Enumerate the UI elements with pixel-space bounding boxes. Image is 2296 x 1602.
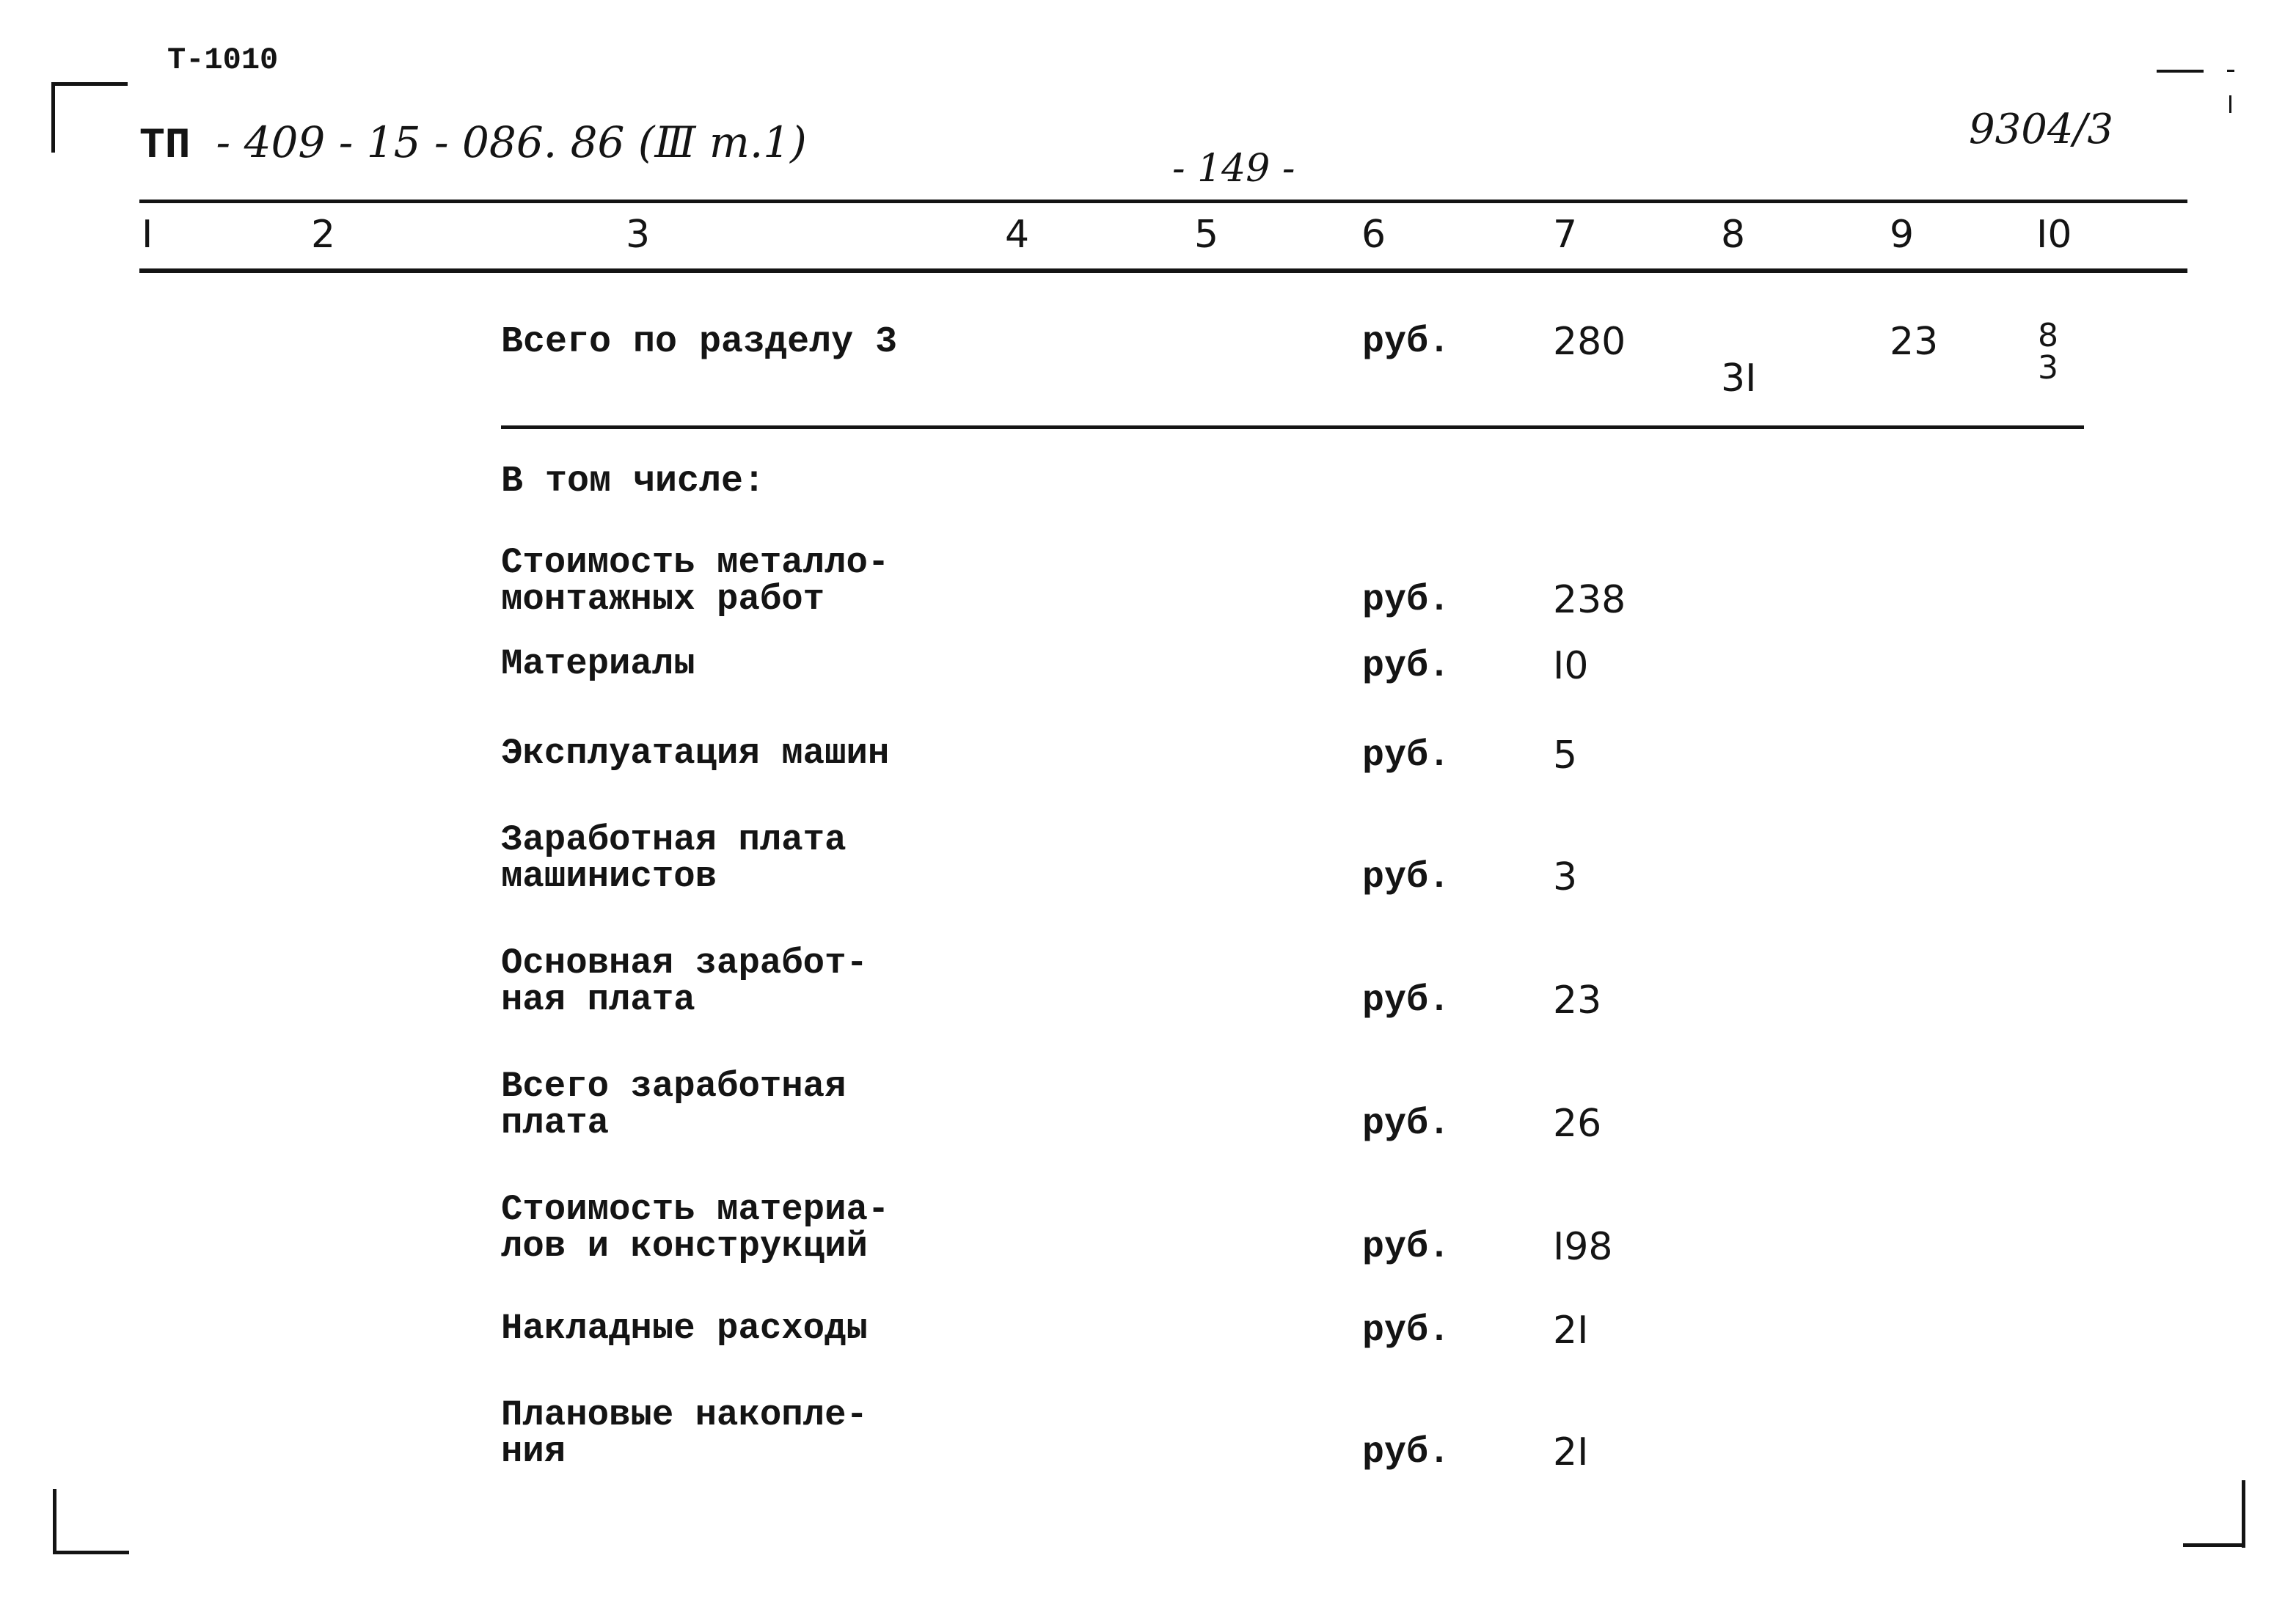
item-value: 23 [1553,979,1602,1023]
column-number-2: 2 [311,213,336,257]
corner-mark-bottom-right-vertical [2242,1480,2245,1548]
corner-mark-bottom-left-horizontal [53,1551,129,1554]
corner-mark-top-right-tick [2227,70,2234,72]
total-separator-rule [501,425,2084,429]
item-value: 3 [1553,855,1578,899]
item-unit: руб. [1362,1310,1451,1352]
corner-mark-top-right-vertical [2229,95,2231,113]
item-unit: руб. [1362,1226,1451,1268]
column-number-5: 5 [1194,213,1219,257]
item-unit: руб. [1362,735,1451,777]
item-label-line-2: машинистов [501,856,717,897]
item-label-line-2: ная плата [501,979,695,1020]
page-number: - 149 - [1172,147,1295,191]
list-item [0,1308,2296,1353]
list-item [0,1189,2296,1269]
column-number-7: 7 [1553,213,1578,257]
item-label-line-2: плата [501,1102,610,1144]
item-label-line-1: Накладные расходы [501,1308,868,1349]
series-prefix: ТП [139,122,191,170]
item-value: 238 [1553,578,1626,622]
total-col10-top: 8 [2038,317,2058,354]
item-label-line-1: Заработная плата [501,819,847,860]
header-rule-bottom [139,268,2187,273]
column-number-1: I [142,213,153,257]
total-unit: руб. [1362,321,1451,363]
list-item [0,542,2296,622]
item-unit: руб. [1362,1432,1451,1474]
corner-mark-top-left-horizontal [51,82,128,86]
item-value: I98 [1553,1225,1613,1269]
item-unit: руб. [1362,579,1451,621]
item-label-line-2: лов и конструкций [501,1226,868,1267]
total-col8: 3I [1721,356,1757,400]
item-label-line-1: Стоимость металло- [501,542,890,583]
item-label-line-1: Эксплуатация машин [501,733,890,774]
header-rule-top [139,200,2187,203]
document-code: Т-1010 [167,43,279,78]
list-item [0,1066,2296,1146]
item-unit: руб. [1362,980,1451,1022]
total-label: Всего по разделу 3 [501,321,898,363]
column-number-6: 6 [1361,213,1386,257]
item-value: I0 [1553,644,1589,688]
item-label-line-1: Основная заработ- [501,943,868,984]
sheet-reference: 9304/3 [1969,106,2114,153]
item-unit: руб. [1362,645,1451,687]
column-number-3: 3 [626,213,651,257]
item-unit: руб. [1362,857,1451,899]
total-col7: 280 [1553,320,1626,364]
corner-mark-top-right-horizontal [2157,70,2204,73]
column-number-9: 9 [1890,213,1915,257]
item-label-line-1: Стоимость материа- [501,1189,890,1230]
column-number-8: 8 [1721,213,1746,257]
item-value: 26 [1553,1102,1602,1146]
item-label-line-1: Плановые накопле- [501,1394,868,1435]
column-number-4: 4 [1005,213,1030,257]
list-item [0,643,2296,688]
item-label-line-2: монтажных работ [501,579,825,620]
item-value: 5 [1553,734,1578,778]
item-label-line-2: ния [501,1431,566,1472]
series-designation [139,117,807,170]
corner-mark-top-left-vertical [51,82,55,153]
item-value: 2I [1553,1309,1589,1353]
column-number-10: I0 [2036,213,2072,257]
corner-mark-bottom-right-horizontal [2183,1543,2245,1547]
item-value: 2I [1553,1430,1589,1474]
list-item [0,943,2296,1023]
total-col10-bottom: 3 [2038,349,2058,387]
item-unit: руб. [1362,1103,1451,1145]
total-col9: 23 [1890,320,1939,364]
series-handwritten: - 409 - 15 - 086. 86 (Ⅲ т.1) [216,117,807,167]
list-item [0,733,2296,778]
corner-mark-bottom-left-vertical [53,1489,56,1554]
item-label-line-1: Материалы [501,643,695,684]
item-label-line-1: Всего заработная [501,1066,847,1107]
subheading-including: В том числе: [501,461,766,502]
